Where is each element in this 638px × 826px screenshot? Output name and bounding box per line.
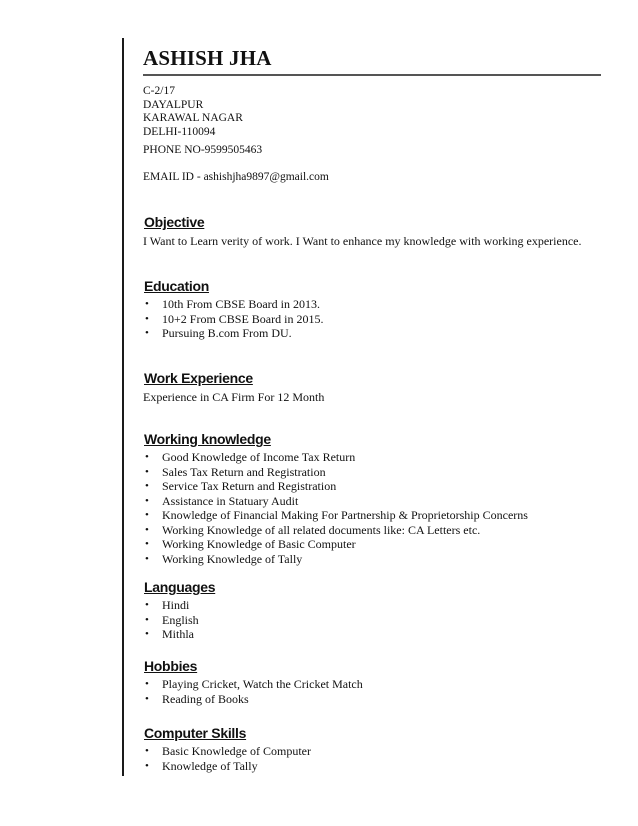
list-item: • English: [143, 613, 199, 628]
left-margin-rule: [122, 38, 124, 776]
address-line: KARAWAL NAGAR: [143, 112, 243, 124]
list-item: • Playing Cricket, Watch the Cricket Match: [143, 677, 363, 692]
work-experience-text: Experience in CA Firm For 12 Month: [143, 390, 325, 404]
list-item: • Pursuing B.com From DU.: [143, 326, 323, 341]
computer-skills-heading: Computer Skills: [144, 725, 247, 741]
working-knowledge-heading: Working knowledge: [144, 431, 271, 447]
computer-skills-list: [143, 744, 311, 773]
languages-list: [143, 598, 199, 642]
work-experience-heading: Work Experience: [144, 370, 253, 386]
list-item: • Hindi: [143, 598, 199, 613]
list-item: • Assistance in Statuary Audit: [143, 494, 528, 509]
list-item: • Good Knowledge of Income Tax Return: [143, 450, 528, 465]
list-item: • 10th From CBSE Board in 2013.: [143, 297, 323, 312]
list-item: • Mithla: [143, 627, 199, 642]
list-item: • Working Knowledge of Basic Computer: [143, 537, 528, 552]
list-item: • Knowledge of Tally: [143, 759, 311, 774]
list-item: • Reading of Books: [143, 692, 363, 707]
phone-number: PHONE NO-9599505463: [143, 144, 263, 156]
list-item: • Working Knowledge of all related documents like: CA Letters etc.: [143, 523, 528, 538]
objective-text: I Want to Learn verity of work. I Want to enhance my knowledge with working experience.: [143, 234, 582, 248]
education-list: [143, 297, 323, 341]
list-item: • Service Tax Return and Registration: [143, 479, 528, 494]
header-divider: [143, 74, 601, 76]
email-address: EMAIL ID - ashishjha9897@gmail.com: [143, 171, 329, 183]
education-heading: Education: [144, 278, 209, 294]
list-item: • Sales Tax Return and Registration: [143, 465, 528, 480]
list-item: • Knowledge of Financial Making For Partnership & Proprietorship Concerns: [143, 508, 528, 523]
objective-heading: Objective: [144, 214, 205, 230]
working-knowledge-list: [143, 450, 528, 566]
list-item: • Working Knowledge of Tally: [143, 552, 528, 567]
list-item: • Basic Knowledge of Computer: [143, 744, 311, 759]
languages-heading: Languages: [144, 579, 216, 595]
list-item: • 10+2 From CBSE Board in 2015.: [143, 312, 323, 327]
candidate-name: ASHISH JHA: [143, 46, 272, 70]
address-line: C-2/17: [143, 85, 175, 97]
hobbies-heading: Hobbies: [144, 658, 198, 674]
hobbies-list: [143, 677, 363, 706]
address-line: DAYALPUR: [143, 98, 204, 111]
address-line: DELHI-110094: [143, 125, 216, 138]
address-block: [143, 85, 243, 139]
